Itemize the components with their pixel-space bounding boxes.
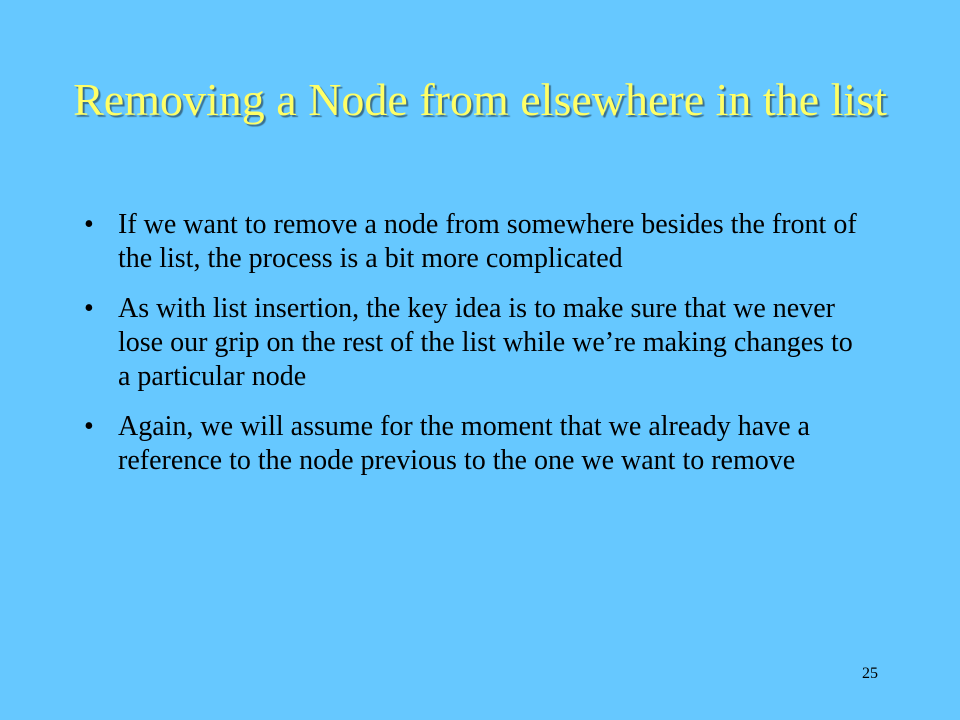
bullet-dot-icon: • [84, 209, 94, 240]
bullet-item [80, 208, 860, 276]
bullet-text: If we want to remove a node from somewhere besides the front of the list, the process is a bit more complicated [118, 209, 857, 274]
bullet-dot-icon: • [84, 293, 94, 324]
bullet-item [80, 410, 860, 478]
slide-title: Removing a Node from elsewhere in the list [73, 74, 887, 125]
bullet-text: As with list insertion, the key idea is to make sure that we never lose our grip on the rest of the list while we’re making changes to a particular node [118, 293, 853, 392]
bullet-list [80, 208, 860, 494]
bullet-dot-icon: • [84, 411, 94, 442]
slide-number: 25 [862, 665, 878, 682]
bullet-text: Again, we will assume for the moment that we already have a reference to the node previous to the one we want to remove [118, 411, 810, 476]
bullet-item [80, 292, 860, 394]
